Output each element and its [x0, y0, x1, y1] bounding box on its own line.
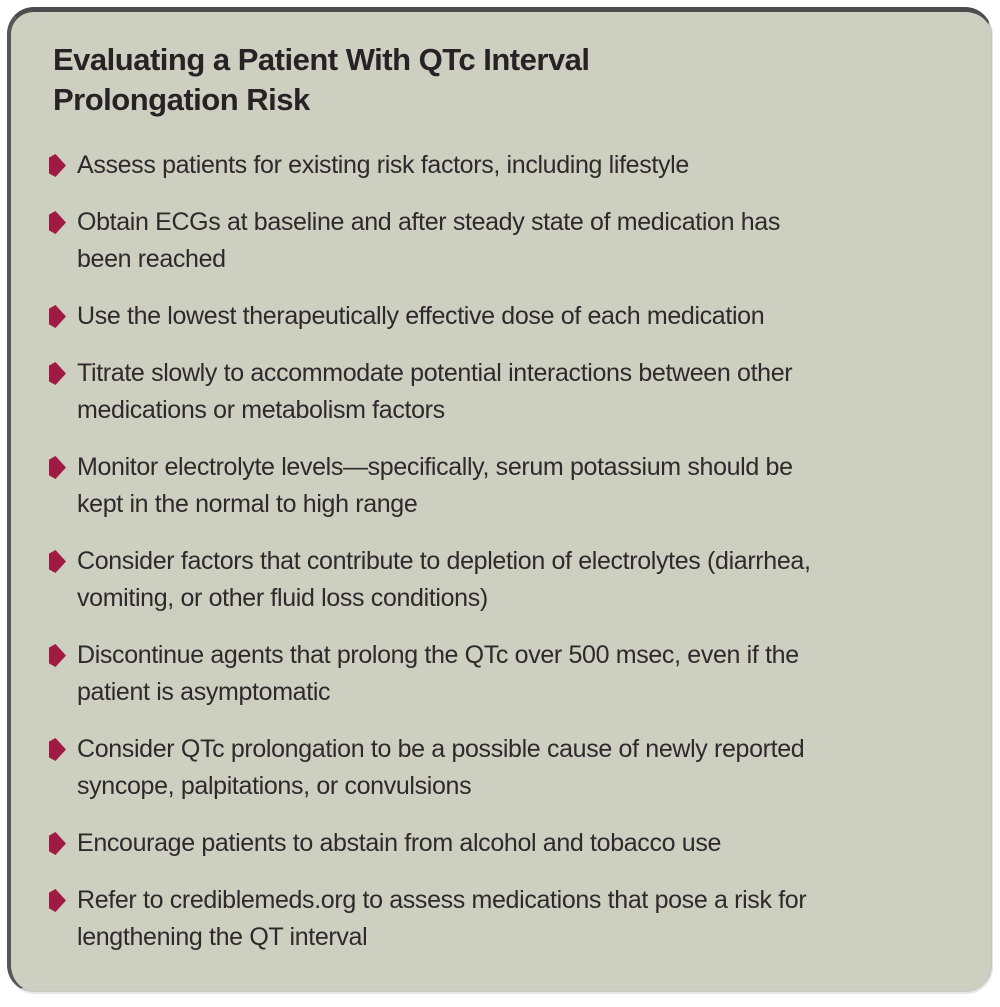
- list-item: [49, 543, 961, 617]
- bullet-text: Obtain ECGs at baseline and after steady state of medication has: [77, 208, 781, 236]
- bullet-text: Assess patients for existing risk factors, including lifestyle: [77, 151, 689, 179]
- arrow-bullet-icon: [49, 832, 66, 855]
- list-item: [49, 147, 961, 184]
- bullet-text: been reached: [77, 245, 226, 273]
- bullet-list: [49, 147, 961, 956]
- bullet-text: Encourage patients to abstain from alcohol and tobacco use: [77, 829, 722, 857]
- bullet-text: medications or metabolism factors: [77, 396, 445, 424]
- title-line-1: Evaluating a Patient With QTc Interval: [53, 42, 590, 77]
- list-item: [49, 637, 961, 711]
- bullet-text: Discontinue agents that prolong the QTc over 500 msec, even if the: [77, 641, 799, 669]
- arrow-bullet-icon: [49, 644, 66, 667]
- arrow-bullet-icon: [49, 305, 66, 328]
- list-item: [49, 298, 961, 335]
- bullet-text: patient is asymptomatic: [77, 678, 331, 706]
- list-item: [49, 449, 961, 523]
- list-item: [49, 825, 961, 862]
- bullet-text: lengthening the QT interval: [77, 923, 368, 951]
- list-item: [49, 355, 961, 429]
- bullet-text: Monitor electrolyte levels—specifically, serum potassium should be: [77, 453, 793, 481]
- title-line-2: Prolongation Risk: [53, 82, 310, 117]
- list-item: [49, 731, 961, 805]
- bullet-text: Titrate slowly to accommodate potential interactions between other: [77, 359, 793, 387]
- arrow-bullet-icon: [49, 889, 66, 912]
- bullet-text: vomiting, or other fluid loss conditions): [77, 584, 488, 612]
- bullet-text: syncope, palpitations, or convulsions: [77, 772, 472, 800]
- arrow-bullet-icon: [49, 362, 66, 385]
- arrow-bullet-icon: [49, 456, 66, 479]
- arrow-bullet-icon: [49, 738, 66, 761]
- bullet-text: Consider QTc prolongation to be a possible cause of newly reported: [77, 735, 805, 763]
- arrow-bullet-icon: [49, 550, 66, 573]
- bullet-text: Refer to crediblemeds.org to assess medications that pose a risk for: [77, 886, 807, 914]
- arrow-bullet-icon: [49, 154, 66, 177]
- arrow-bullet-icon: [49, 211, 66, 234]
- bullet-text: Consider factors that contribute to depletion of electrolytes (diarrhea,: [77, 547, 811, 575]
- list-item: [49, 882, 961, 956]
- page-title: [53, 40, 961, 120]
- bullet-text: Use the lowest therapeutically effective dose of each medication: [77, 302, 765, 330]
- bullet-text: kept in the normal to high range: [77, 490, 418, 518]
- list-item: [49, 204, 961, 278]
- qtc-risk-panel: [7, 7, 992, 992]
